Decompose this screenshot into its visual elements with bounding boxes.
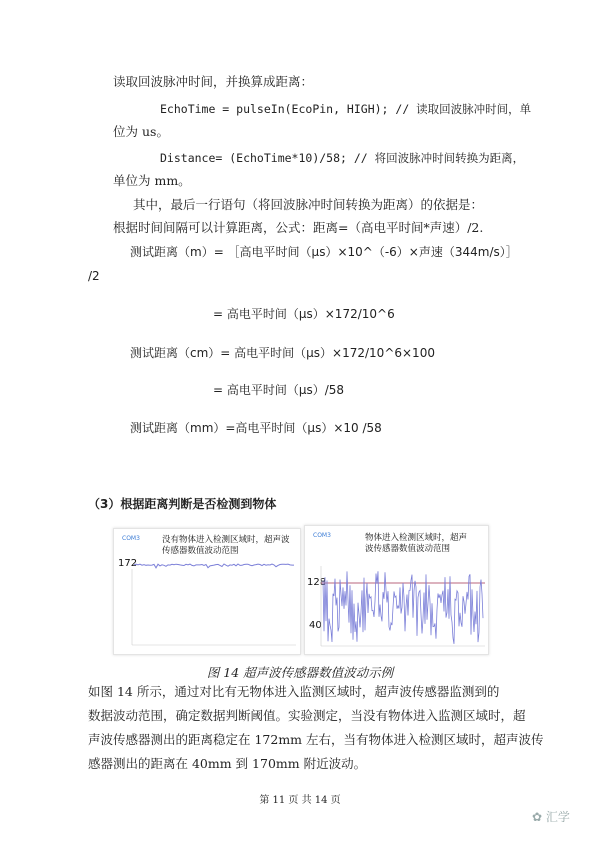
paragraph-line: 声波传感器测出的距离稳定在 172mm 左右，当有物体进入检测区域时，超声波传 <box>88 732 544 747</box>
paragraph-line: 数据波动范围，确定数据判断阈值。实验测定，当没有物体进入监测区域时，超 <box>88 708 526 723</box>
line-chart-left <box>114 529 300 654</box>
y-label-high: 128 <box>307 577 327 588</box>
y-label: 172 <box>118 558 138 569</box>
series-line <box>323 571 483 644</box>
code-line-wrap: 位为 us。 <box>113 124 169 139</box>
formula-line: 测试距离（cm）= 高电平时间（μs）×172/10^6×100 <box>130 346 435 360</box>
text-line: 根据时间间隔可以计算距离，公式：距离=（高电平时间*声速）/2. <box>113 220 484 235</box>
chart-annotation: 没有物体进入检测区域时，超声波传感器数值波动范围 <box>162 535 290 556</box>
section-heading: （3）根据距离判断是否检测到物体 <box>88 497 277 511</box>
code-line: Distance= (EchoTime*10)/58; // 将回波脉冲时间转换为距离， <box>160 151 525 165</box>
page-footer: 第 11 页 共 14 页 <box>259 795 341 806</box>
line-chart-right <box>305 526 488 654</box>
figure-caption: 图 14 超声波传感器数值波动示例 <box>206 665 394 680</box>
chart-panel-right <box>304 525 489 655</box>
watermark-text: 汇学 <box>545 810 570 824</box>
app-logo: COM3 <box>122 535 140 542</box>
formula-line-wrap: /2 <box>88 269 100 283</box>
chart-annotation: 物体进入检测区域时，超声波传感器数值波动范围 <box>365 533 468 554</box>
app-logo: COM3 <box>313 532 331 539</box>
formula-line: = 高电平时间（μs）×172/10^6 <box>213 307 395 321</box>
chart-panel-left <box>113 528 301 655</box>
paragraph-line: 感器测出的距离在 40mm 到 170mm 附近波动。 <box>88 756 367 771</box>
series-line <box>134 564 294 568</box>
code-line-wrap: 单位为 mm。 <box>113 173 191 188</box>
code-line: EchoTime = pulseIn(EcoPin, HIGH); // 读取回波脉冲时间，单 <box>160 102 532 116</box>
formula-line: 测试距离（m）= ［高电平时间（μs）×10^（-6）×声速（344m/s）］ <box>130 245 518 259</box>
formula-line: = 高电平时间（μs）/58 <box>213 383 345 397</box>
paragraph-line: 如图 14 所示，通过对比有无物体进入监测区域时，超声波传感器监测到的 <box>88 684 500 699</box>
formula-line: 测试距离（mm）=高电平时间（μs）×10 /58 <box>130 421 382 435</box>
text-line: 其中，最后一行语句（将回波脉冲时间转换为距离）的依据是： <box>133 197 484 212</box>
watermark <box>532 808 570 825</box>
wechat-icon: ✿ <box>532 810 546 824</box>
text-line: 读取回波脉冲时间，并换算成距离： <box>113 74 314 89</box>
y-label-low: 40 <box>309 620 322 631</box>
